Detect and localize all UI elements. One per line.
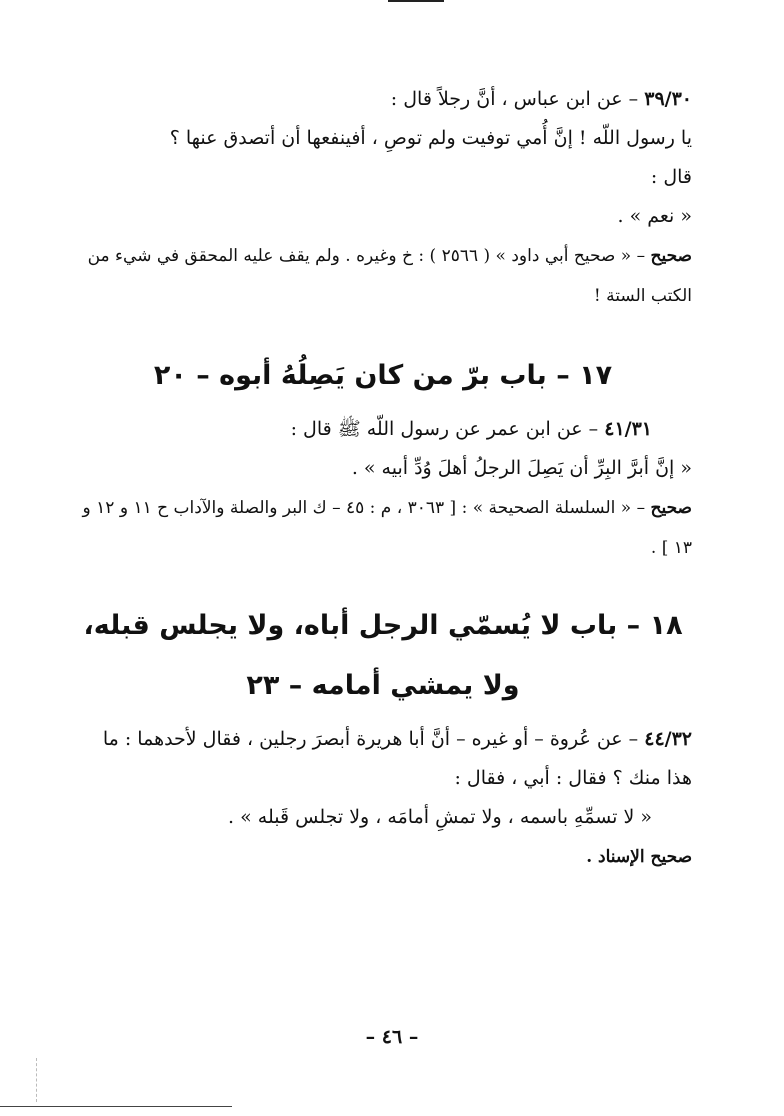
- hadith-31-number: ٤١/٣١: [604, 418, 652, 440]
- hadith-32-number: ٤٤/٣٢: [644, 728, 692, 750]
- hadith-30-line3: قال :: [650, 166, 692, 188]
- edge-rule: [36, 1058, 37, 1102]
- hadith-30-grade-text: – « صحيح أبي داود » ( ٢٥٦٦ ) : خ وغيره . ولم يقف عليه المحقق في شيء من الكتب الستة !: [87, 246, 692, 306]
- hadith-30-intro-text: – عن ابن عباس ، أنَّ رجلاً قال :: [390, 88, 639, 110]
- hadith-31-quote: « إنَّ أبرَّ البِرِّ أن يَصِلَ الرجلُ أهلَ وُدِّ أبيه » .: [351, 457, 692, 479]
- hadith-31: [74, 410, 692, 568]
- hadith-32-intro-text: – عن عُروة – أو غيره – أنَّ أبا هريرة أبصرَ رجلين ، فقال لأحدهما : ما هذا منك ؟ فقال : أبي ، فقال :: [102, 728, 692, 789]
- hadith-30-grade: [74, 236, 692, 316]
- bottom-rule: [0, 1106, 232, 1107]
- page-body: [74, 80, 692, 877]
- hadith-31-grade-word: صحيح: [650, 498, 692, 518]
- chapter-18-line2: ولا يمشي أمامه – ٢٣: [246, 670, 520, 701]
- hadith-31-intro-text: – عن ابن عمر عن رسول اللّه ﷺ قال :: [290, 418, 599, 440]
- hadith-30-line2: يا رسول اللّه ! إنَّ أُمي توفيت ولم توصِ ، أفينفعها أن أتصدق عنها ؟: [169, 127, 692, 149]
- page-number: – ٤٦ –: [365, 1026, 419, 1048]
- hadith-30-intro: [74, 80, 692, 119]
- hadith-31-grade-text: – « السلسلة الصحيحة » : [ ٣٠٦٣ ، م : ٤٥ – ك البر والصلة والآداب ح ١١ و ١٢ و ١٣ ] .: [82, 498, 692, 558]
- hadith-31-intro: [74, 410, 652, 449]
- chapter-18-heading: [74, 596, 692, 716]
- hadith-32: [74, 720, 692, 877]
- chapter-18-line1: ١٨ – باب لا يُسمّي الرجل أباه، ولا يجلس قبله،: [83, 610, 683, 641]
- top-rule: [388, 0, 444, 2]
- chapter-17-heading: ١٧ – باب برّ من كان يَصِلُهُ أبوه – ٢٠: [153, 360, 613, 391]
- hadith-31-grade: [74, 488, 692, 568]
- hadith-30: [74, 80, 692, 316]
- hadith-30-number: ٣٩/٣٠: [644, 88, 692, 110]
- hadith-32-quote: « لا تسمِّهِ باسمه ، ولا تمشِ أمامَه ، ولا تجلس قَبله » .: [228, 806, 652, 828]
- hadith-30-answer: « نعم » .: [617, 205, 692, 227]
- hadith-32-grade: صحيح الإسناد .: [586, 847, 692, 867]
- hadith-32-intro: [74, 720, 692, 798]
- hadith-30-grade-word: صحيح: [650, 246, 692, 266]
